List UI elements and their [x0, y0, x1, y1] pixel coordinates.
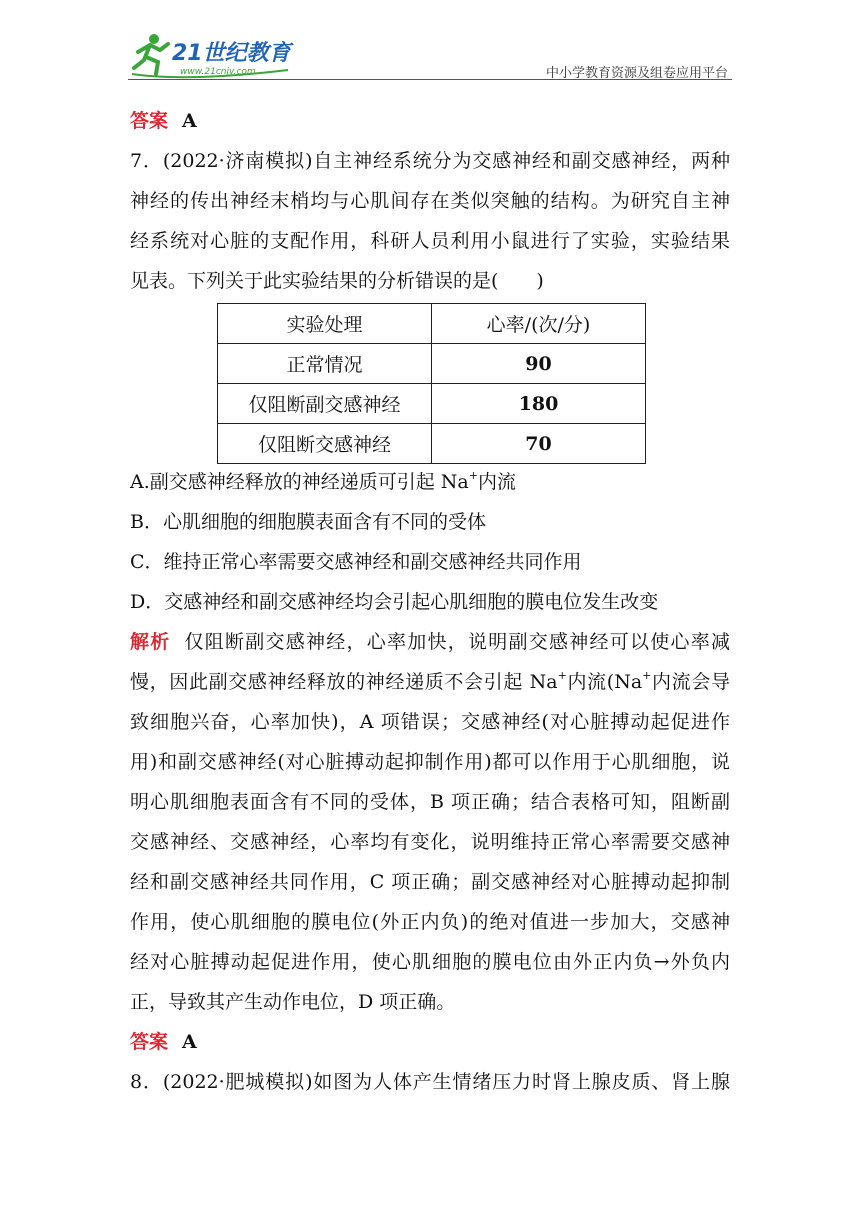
- question-7-line-3: 经系统对心脏的支配作用，科研人员利用小鼠进行了实验，实验结果: [130, 230, 730, 252]
- analysis-line: 交感神经、交感神经，心率均有变化，说明维持正常心率需要交感神: [130, 831, 730, 853]
- option-c: C．维持正常心率需要交感神经和副交感神经共同作用: [130, 551, 582, 573]
- question-7-line-2: 神经的传出神经末梢均与心肌间存在类似突触的结构。为研究自主神: [130, 190, 730, 212]
- option-b: B．心肌细胞的细胞膜表面含有不同的受体: [130, 511, 486, 533]
- analysis-line-2: 慢，因此副交感神经释放的神经递质不会引起 Na+内流(Na+内流会导: [130, 669, 730, 693]
- analysis-label: 解析: [130, 631, 171, 653]
- table-header: 心率/(次/分): [432, 304, 646, 344]
- answer-value: A: [182, 110, 197, 132]
- runner-logo-icon: [128, 30, 298, 80]
- experiment-table: [217, 303, 646, 464]
- table-row: [218, 424, 646, 464]
- analysis-line: 正，导致其产生动作电位，D 项正确。: [130, 991, 456, 1013]
- table-cell: 180: [432, 384, 646, 424]
- question-7-line-4: 见表。下列关于此实验结果的分析错误的是( ): [130, 270, 544, 292]
- question-8-line-1: 8．(2022·肥城模拟)如图为人体产生情绪压力时肾上腺皮质、肾上腺: [130, 1071, 730, 1093]
- option-a: A.副交感神经释放的神经递质可引起 Na+内流: [130, 469, 516, 493]
- logo-url: www.21cnjy.com: [180, 67, 256, 77]
- analysis-line: 明心肌细胞表面含有不同的受体，B 项正确；结合表格可知，阻断副: [130, 791, 730, 813]
- table-row: [218, 344, 646, 384]
- logo-text: 21世纪教育: [172, 41, 291, 66]
- page-header: [0, 0, 860, 90]
- option-d: D．交感神经和副交感神经均会引起心肌细胞的膜电位发生改变: [130, 591, 659, 613]
- analysis-line: 用)和副交感神经(对心脏搏动起抑制作用)都可以作用于心肌细胞，说: [130, 751, 730, 773]
- table-cell: 仅阻断交感神经: [218, 424, 432, 464]
- analysis-line: 经和副交感神经共同作用，C 项正确；副交感神经对心脏搏动起抑制: [130, 871, 730, 893]
- answer-label: 答案: [130, 110, 169, 132]
- table-cell: 90: [432, 344, 646, 384]
- table-cell: 仅阻断副交感神经: [218, 384, 432, 424]
- analysis-line-1: 解析 仅阻断副交感神经，心率加快，说明副交感神经可以使心率减: [130, 631, 730, 653]
- header-divider: [128, 79, 732, 80]
- site-logo[interactable]: [128, 30, 298, 80]
- analysis-line: 经对心脏搏动起促进作用，使心肌细胞的膜电位由外正内负→外负内: [130, 951, 730, 973]
- table-header-row: [218, 304, 646, 344]
- analysis-line: 作用，使心肌细胞的膜电位(外正内负)的绝对值进一步加大，交感神: [130, 911, 730, 933]
- answer-label: 答案: [130, 1031, 169, 1053]
- table-row: [218, 384, 646, 424]
- table-cell: 70: [432, 424, 646, 464]
- platform-name: 中小学教育资源及组卷应用平台: [545, 66, 728, 81]
- document-body: [130, 101, 730, 1102]
- analysis-line: 致细胞兴奋，心率加快)，A 项错误；交感神经(对心脏搏动起促进作: [130, 711, 730, 733]
- prev-answer-line: [130, 101, 730, 141]
- q7-answer-line: [130, 1022, 730, 1062]
- question-7-line-1: 7．(2022·济南模拟)自主神经系统分为交感神经和副交感神经，两种: [130, 150, 730, 172]
- answer-value: A: [182, 1031, 197, 1053]
- table-cell: 正常情况: [218, 344, 432, 384]
- table-header: 实验处理: [218, 304, 432, 344]
